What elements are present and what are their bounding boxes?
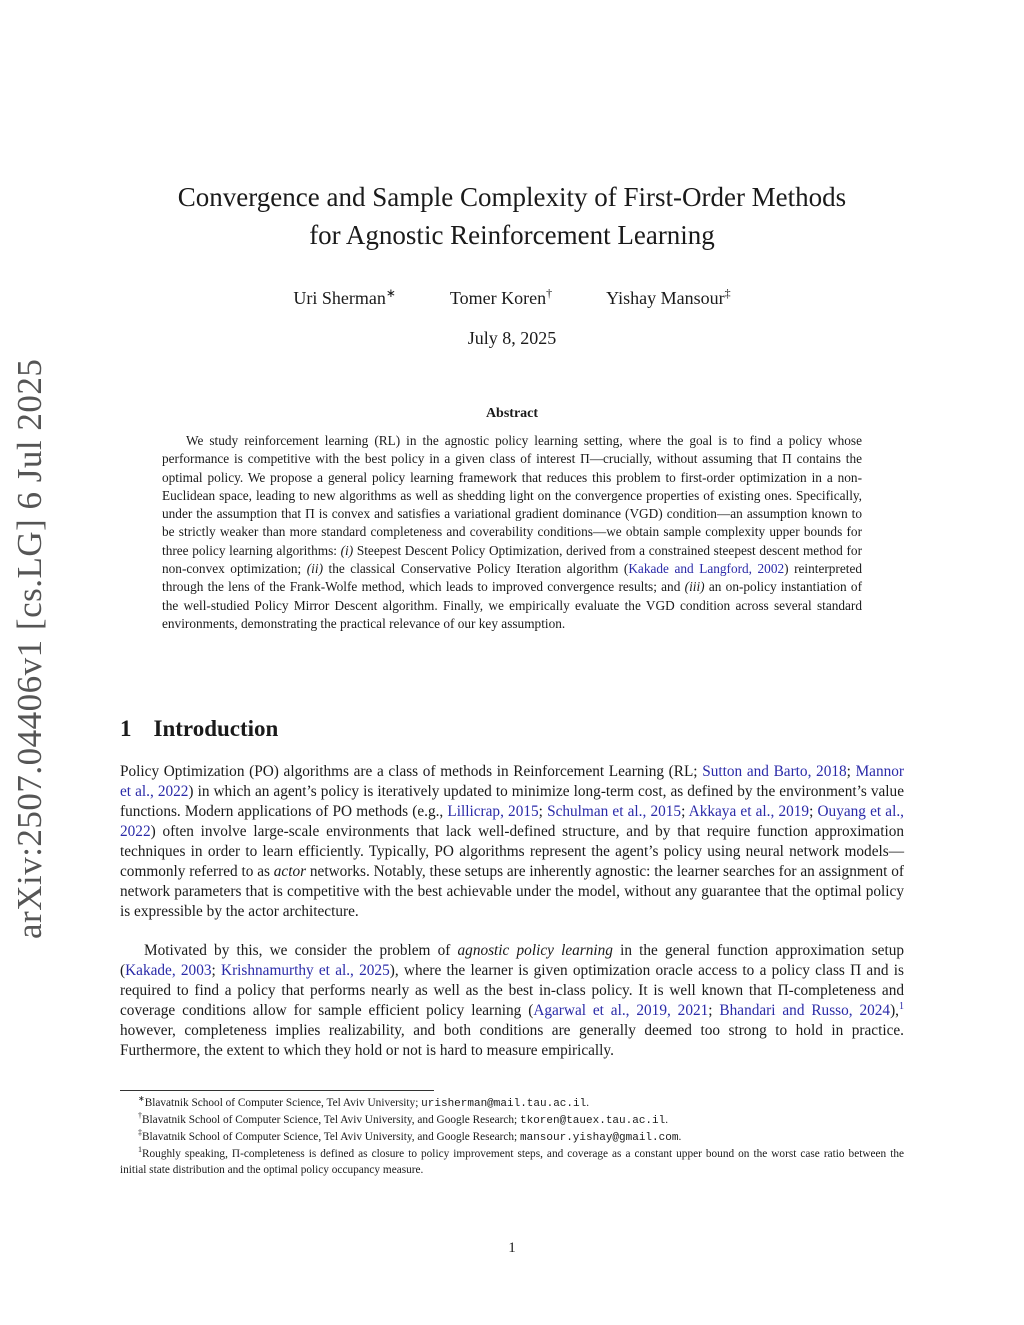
email-address: urisherman@mail.tau.ac.il bbox=[421, 1098, 587, 1110]
citation-link[interactable]: Mannor et al., 2022 bbox=[120, 763, 905, 800]
citation-link[interactable]: Krishnamurthy et al., 2025 bbox=[221, 962, 390, 979]
citation-link[interactable]: Agarwal et al., 2019, 2021 bbox=[533, 1002, 709, 1019]
citation-link[interactable]: Schulman et al., 2015 bbox=[547, 803, 682, 820]
intro-paragraph-1: Policy Optimization (PO) algorithms are a class of methods in Reinforcement Learning (RL; Sutton and Barto, 2018; Mannor et al., 2022) in which an agent’s policy is iteratively updated to minimize long-term cost, as defined by the environment’s value functions. Modern applications of PO methods (e.g., Lillicrap, 2015; Schulman et al., 2015; Akkaya et al., 2019; Ouyang et al., 2022) often involve large-scale environments that lack well-defined structure, and by that require function approximation techniques in order to learn efficiently. Typically, PO algorithms represent the agent’s policy using neural network models—commonly referred to as actor networks. Notably, these setups are inherently agnostic: the learner searches for an assignment of network parameters that is competitive with the best achievable under the model, without any guarantee that the optimal policy is expressible by the actor architecture. bbox=[120, 763, 905, 920]
citation-link[interactable]: Akkaya et al., 2019 bbox=[688, 803, 810, 820]
author: Uri Sherman∗ bbox=[293, 286, 396, 308]
citation-link[interactable]: Sutton and Barto, 2018 bbox=[702, 763, 847, 780]
arxiv-identifier-stamp: arXiv:2507.04406v1 [cs.LG] 6 Jul 2025 bbox=[10, 358, 49, 939]
author-list bbox=[120, 286, 904, 309]
email-address: tkoren@tauex.tau.ac.il bbox=[520, 1115, 666, 1127]
citation-link[interactable]: Lillicrap, 2015 bbox=[447, 803, 539, 820]
title-line-1: Convergence and Sample Complexity of First-Order Methods bbox=[177, 182, 847, 212]
footnote: ‡Blavatnik School of Computer Science, Tel Aviv University, and Google Research; mansour.yishay@gmail.com. bbox=[138, 1128, 682, 1144]
page-number: 1 bbox=[508, 1240, 516, 1256]
email-address: mansour.yishay@gmail.com bbox=[520, 1132, 679, 1144]
citation-link[interactable]: Ouyang et al., 2022 bbox=[120, 803, 904, 840]
publication-date: July 8, 2025 bbox=[467, 328, 557, 348]
abstract-body: We study reinforcement learning (RL) in the agnostic policy learning setting, where the goal is to find a policy whose performance is competitive with the best policy in a given class of interest Π—crucially, without assuming that Π contains the optimal policy. We propose a general policy learning framework that reduces this problem to first-order optimization in a non-Euclidean space, leading to new algorithms as well as shedding light on the convergence properties of existing ones. Specifically, under the assumption that Π is convex and satisfies a variational gradient dominance (VGD) condition—an assumption known to be strictly weaker than more standard completeness and coverability conditions—we obtain sample complexity upper bounds for three policy learning algorithms: (i) Steepest Descent Policy Optimization, derived from a constrained steepest descent method for non-convex optimization; (ii) the classical Conservative Policy Iteration algorithm (Kakade and Langford, 2002) reinterpreted through the lens of the Frank-Wolfe method, which leads to improved convergence results; and (iii) an on-policy instantiation of the well-studied Policy Mirror Descent algorithm. Finally, we empirically evaluate the VGD condition across several standard environments, demonstrating the practical relevance of our key assumption. bbox=[162, 433, 863, 631]
intro-paragraph-2: Motivated by this, we consider the problem of agnostic policy learning in the general function approximation setup (Kakade, 2003; Krishnamurthy et al., 2025), where the learner is given optimization oracle access to a policy class Π and is required to find a policy that performs nearly as well as the best in-class policy. It is well known that Π-completeness and coverage conditions allow for sample efficient policy learning (Agarwal et al., 2019, 2021; Bhandari and Russo, 2024),$^1$ however, completeness implies realizability, and both conditions are generally deemed too strong to hold in practice. Furthermore, the extent to which they hold or not is hard to measure empirically. bbox=[120, 942, 904, 1059]
paper-title bbox=[120, 178, 904, 254]
abstract-heading: Abstract bbox=[485, 406, 539, 421]
section-title: Introduction bbox=[153, 716, 279, 741]
footnote-marker[interactable]: 1 bbox=[899, 1000, 904, 1012]
section-number: 1 bbox=[120, 716, 132, 741]
footnote: †Blavatnik School of Computer Science, Tel Aviv University, and Google Research; tkoren@tauex.tau.ac.il. bbox=[138, 1111, 669, 1127]
footnote: $^1$Roughly speaking, Π-completeness is defined as closure to policy improvement steps, and coverage as a constant upper bound on the worst case ratio between the initial state distribution and the optimal policy occupancy measure. bbox=[120, 1145, 904, 1176]
title-line-2: for Agnostic Reinforcement Learning bbox=[309, 220, 715, 250]
citation-link[interactable]: Kakade and Langford, 2002 bbox=[628, 561, 785, 577]
author: Yishay Mansour‡ bbox=[606, 286, 731, 308]
citation-link[interactable]: Kakade, 2003 bbox=[125, 962, 212, 979]
footnote: ∗Blavatnik School of Computer Science, Tel Aviv University; urisherman@mail.tau.ac.il. bbox=[138, 1094, 590, 1110]
citation-link[interactable]: Bhandari and Russo, 2024 bbox=[719, 1002, 891, 1019]
author: Tomer Koren† bbox=[449, 286, 553, 308]
footnote-divider bbox=[120, 1090, 434, 1091]
section-heading bbox=[120, 716, 278, 742]
footnotes bbox=[120, 1095, 904, 1178]
